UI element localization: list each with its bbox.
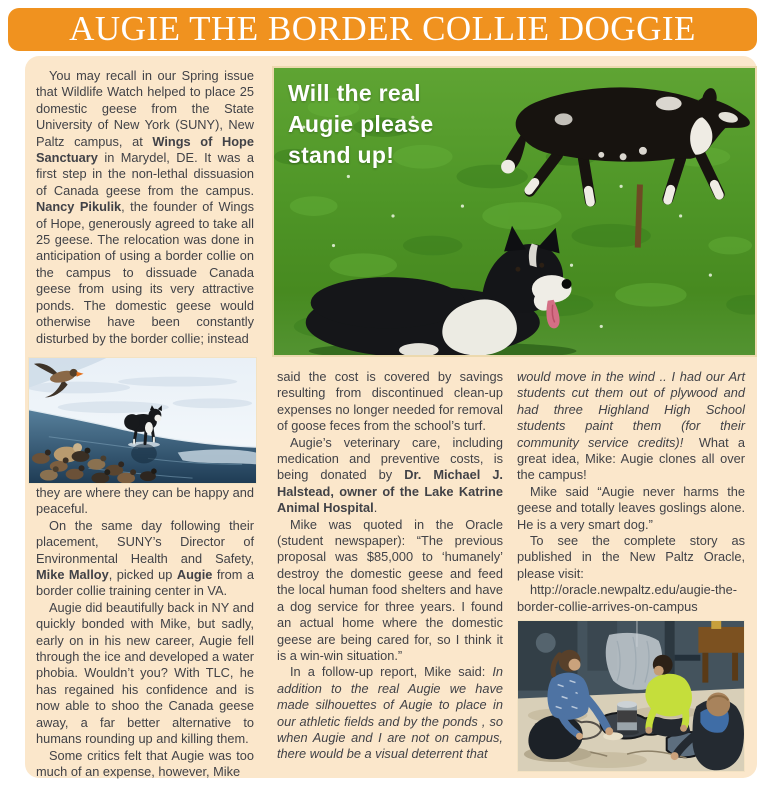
article-column-right xyxy=(517,369,745,615)
paint-can xyxy=(615,701,639,735)
article-paragraph: Some critics felt that Augie was too much of an expense, however, Mike xyxy=(36,747,254,779)
article-link-url[interactable]: http://oracle.newpaltz.edu/augie-the-border-collie-arrives-on-campus xyxy=(517,582,738,614)
content-panel xyxy=(25,56,757,778)
title-banner xyxy=(8,8,757,51)
article-paragraph: On the same day following their placement, SUNY’s Director of Environmental Health and Safety, Mike Malloy, picked up Augie from a border collie training center in VA. xyxy=(36,517,255,599)
article-column-left-bottom xyxy=(36,485,254,780)
students-painting-photo xyxy=(517,620,745,772)
caption-line-3: stand up! xyxy=(288,142,395,168)
article-paragraph: Mike said “Augie never harms the geese and totally leaves goslings alone. He is a very smart dog.” xyxy=(517,483,745,532)
article-paragraph: would move in the wind .. I had our Art students cut them out of plywood and had three Highland High School students paint them (for their community service credits)! What a great idea, Mike: Augie clones all over the campus! xyxy=(517,369,745,483)
article-paragraph: Mike was quoted in the Oracle (student newspaper): “The previous proposal was $85,000 to ‘humanely’ destroy the domestic geese and feed the local human food shelters and have a dog service for three years. I found an actual home where the domestic geese are being cared for, so I think it is a win-win situation.” xyxy=(277,516,503,663)
article-paragraph: You may recall in our Spring issue that Wildlife Watch helped to place 25 domestic geese from the State University of New York (SUNY), New Paltz campus, at Wings of Hope Sanctuary in Marydel, DE. It was a first step in the non-lethal dissuasion of Canada geese from the campus. Nancy Pikulik, the founder of Wings of Hope, generously agreed to take all 25 geese. The relocation was done in anticipation of using a border collie on the campus to dissuade Canada geese from using its very attractive ponds. The domestic geese would otherwise have been constantly disturbed by the border collie; instead xyxy=(36,68,254,346)
article-paragraph: Augie’s veterinary care, including medication and preventive costs, is being donated by Dr. Michael J. Halstead, owner of the Lake Katrine Animal Hospital. xyxy=(277,434,503,516)
workshop-illustration xyxy=(518,621,744,771)
ice-pond-illustration xyxy=(29,358,256,483)
photo-caption-overlay xyxy=(288,78,434,171)
article-column-left-top xyxy=(36,68,254,347)
dog-ice-pond-photo xyxy=(28,357,257,484)
article-paragraph: To see the complete story as published in the New Paltz Oracle, please visit: xyxy=(517,533,745,581)
article-paragraph: In a follow-up report, Mike said: In addition to the real Augie we have made silhouettes of Augie to place in our athletic fields and by the ponds , so when Augie and I are not on campus, there would be a visual deterrent that xyxy=(277,664,503,762)
article-column-middle xyxy=(277,369,503,763)
article-paragraph: they are where they can be happy and peaceful. xyxy=(36,485,254,517)
caption-line-1: Will the real xyxy=(288,80,421,106)
caption-line-2: Augie please xyxy=(288,111,434,137)
article-paragraph: Augie did beautifully back in NY and quickly bonded with Mike, but sadly, early on in his new career, Augie fell through the ice and developed a water phobia. Wouldn’t you? With TLC, he has regained his confidence and is now able to shoo the Canada geese away, a far better alternative to humans rounding up and killing them. xyxy=(36,599,254,747)
page-title: AUGIE THE BORDER COLLIE DOGGIE xyxy=(69,9,696,48)
augie-grass-photo xyxy=(272,66,757,357)
article-paragraph: said the cost is covered by savings resulting from discontinued clean-up expenses no longer needed for removal of goose feces from the school’s turf. xyxy=(277,369,503,434)
